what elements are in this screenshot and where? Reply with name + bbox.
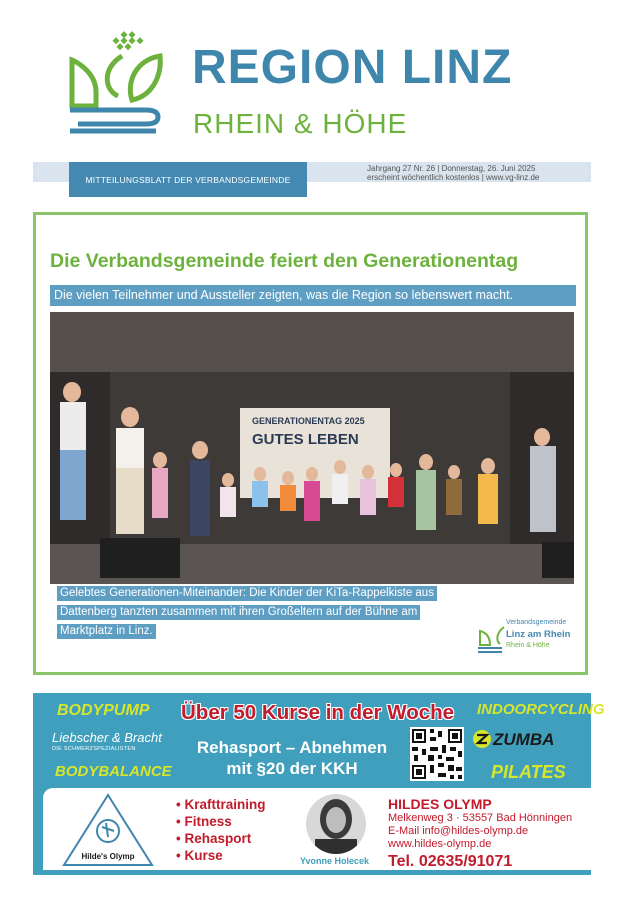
ad-bodypump: BODYPUMP [57,702,150,719]
ad-pilates: PILATES [491,762,566,782]
person-name: Yvonne Holecek [300,856,370,866]
contact-address: Melkenweg 3 · 53557 Bad Hönningen [388,812,573,824]
person-photo [305,793,367,855]
contact-email[interactable]: E-Mail info@hildes-olymp.de [388,825,529,837]
ad-headline: Über 50 Kurse in der Woche [181,701,455,724]
contact-phone[interactable]: Tel. 02635/91071 [388,853,513,870]
photo-banner-subtitle: GUTES LEBEN [252,431,359,448]
ad-bodybalance: BODYBALANCE [55,763,172,780]
publication-label: MITTEILUNGSBLATT DER VERBANDSGEMEINDE [69,162,307,197]
hildes-olymp-logo-label: Hilde's Olymp [81,852,135,861]
ad-services-list [176,796,265,864]
list-item: • Fitness [176,813,265,830]
list-item: • Krafttraining [176,796,265,813]
article-subline: Die vielen Teilnehmer und Aussteller zeigten, was die Region so lebenswert macht. [50,285,576,306]
issue-info: Jahrgang 27 Nr. 26 | Donnerstag, 26. Juni 2025 [367,164,536,173]
caption-line: Gelebtes Generationen-Miteinander: Die Kinder der KiTa-Rappelkiste aus [57,586,437,601]
ad-sponsor-sub: DIE SCHMERZSPEZIALISTEN [52,746,136,752]
vg-logo-line3: Rhein & Höhe [506,642,550,649]
qr-code-icon[interactable] [410,727,464,781]
ad-rehasport [187,737,397,779]
ad-zumba: ZUMBA [493,730,555,749]
vg-logo-line1: Verbandsgemeinde [506,619,567,626]
ad-sponsor: Liebscher & Bracht [52,730,162,745]
masthead-title: REGION LINZ [192,41,513,94]
caption-line: Marktplatz in Linz. [57,624,156,639]
list-item: • Rehasport [176,830,265,847]
ad-contact [388,796,572,873]
photo-banner-title: GENERATIONENTAG 2025 [252,416,365,426]
region-linz-logo-icon [66,30,166,140]
zumba-logo-icon [472,729,492,749]
photo-caption [57,583,487,640]
caption-line: Dattenberg tanzten zusammen mit ihren Großeltern auf der Bühne am [57,605,420,620]
event-photo [50,312,574,584]
ad-rehasport-line1: Rehasport – Abnehmen [196,738,388,757]
ad-rehasport-line2: mit §20 der KKH [226,759,358,778]
hildes-olymp-logo-icon [62,793,154,867]
masthead-subtitle: RHEIN & HÖHE [193,108,408,139]
article-headline: Die Verbandsgemeinde feiert den Generationentag [50,250,519,272]
issue-subinfo: erscheint wöchentlich kostenlos | www.vg-linz.de [367,173,540,182]
contact-name: HILDES OLYMP [388,796,492,812]
contact-web[interactable]: www.hildes-olymp.de [388,838,492,850]
vg-logo-line2: Linz am Rhein [506,629,571,640]
ad-indoorcycling: INDOORCYCLING [477,701,605,718]
list-item: • Kurse [176,847,265,864]
